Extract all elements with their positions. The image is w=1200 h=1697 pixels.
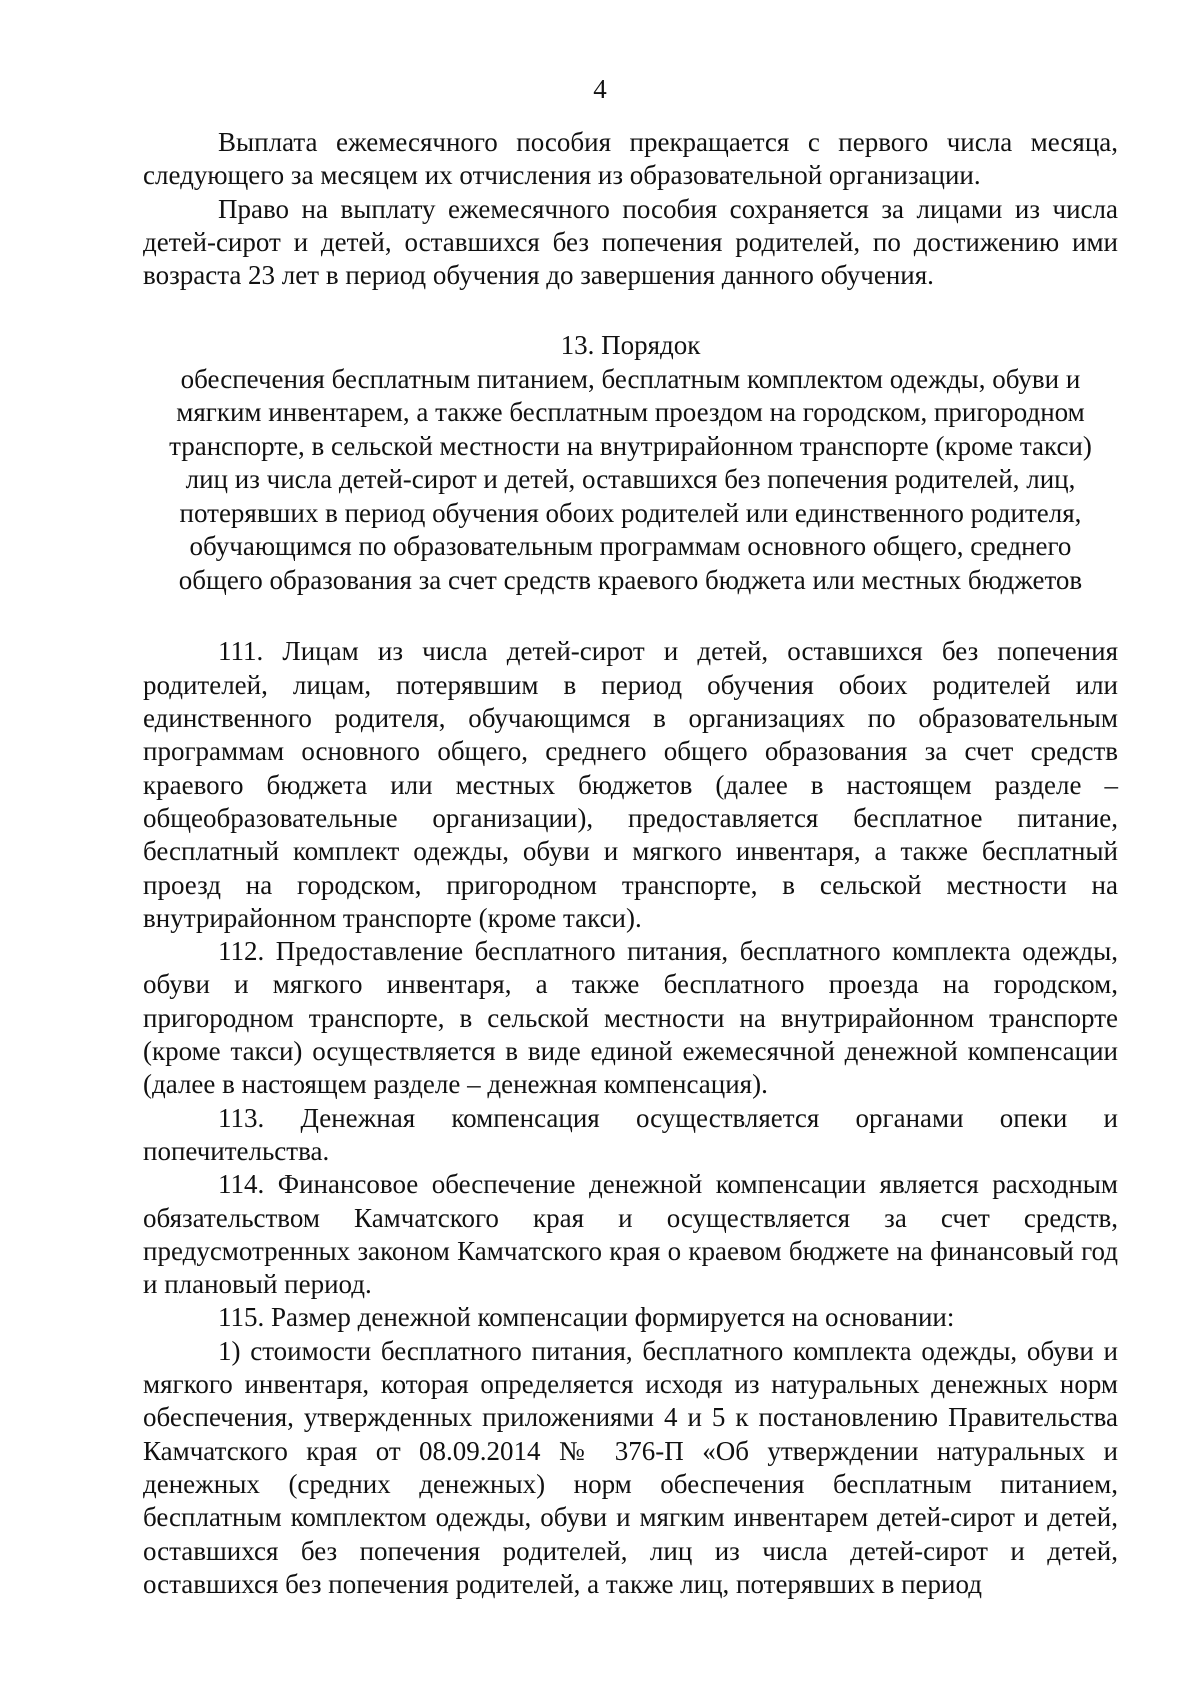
intro-paragraph: Выплата ежемесячного пособия прекращается с первого числа месяца, следующего за месяцем их отчисления из образовательной организации. [143, 127, 1118, 191]
document-body [143, 126, 1118, 1601]
clause-115: 115. Размер денежной компенсации формируется на основании: [218, 1302, 955, 1333]
section-title: 13. Порядок [560, 330, 701, 361]
clause-114: 114. Финансовое обеспечение денежной компенсации является расходным обязательством Камчатского края и осуществляется за счет средств, предусмотренных законом Камчатского края о краевом бюджете на финансовый год и плановый период. [143, 1169, 1118, 1300]
page-number: 4 [593, 74, 607, 104]
section-subtitle: обеспечения бесплатным питанием, бесплатным комплектом одежды, обуви и мягким инвентарем, а также бесплатным проездом на городском, пригородном транспорте, в сельской местности на внутрирайонном транспорте (кроме такси) лиц из числа детей-сирот и детей, оставшихся без попечения родителей, лиц, потерявших в период обучения обоих родителей или единственного родителя, обучающимся по образовательным программам основного общего, среднего общего образования за счет средств краевого бюджета или местных бюджетов [169, 363, 1092, 595]
intro-paragraph: Право на выплату ежемесячного пособия сохраняется за лицами из числа детей-сирот и детей, оставшихся без попечения родителей, по достижению ими возраста 23 лет в период обучения до завершения данного обучения. [143, 193, 1118, 291]
clause-113: 113. Денежная компенсация осуществляется органами опеки и попечительства. [143, 1102, 1118, 1166]
clause-112: 112. Предоставление бесплатного питания, бесплатного комплекта одежды, обуви и мягкого инвентаря, а также бесплатного проезда на городском, пригородном транспорте, в сельской местности на внутрирайонном транспорте (кроме такси) осуществляется в виде единой ежемесячной денежной компенсации (далее в настоящем разделе – денежная компенсация). [143, 936, 1118, 1100]
spacer [143, 292, 1118, 329]
clause-111: 111. Лицам из числа детей-сирот и детей, оставшихся без попечения родителей, лицам, потерявшим в период обучения обоих родителей или единственного родителя, обучающимся в организациях по образовательным программам основного общего, среднего общего образования за счет средств краевого бюджета или местных бюджетов (далее в настоящем разделе – общеобразовательные организации), предоставляется бесплатное питание, бесплатный комплект одежды, обуви и мягкого инвентаря, а также бесплатный проезд на городском, пригородном транспорте, в сельской местности на внутрирайонном транспорте (кроме такси). [143, 636, 1118, 933]
clause-115-item-1: 1) стоимости бесплатного питания, бесплатного комплекта одежды, обуви и мягкого инвентаря, которая определяется исходя из натуральных денежных норм обеспечения, утвержденных приложениями 4 и 5 к постановлению Правительства Камчатского края от 08.09.2014 № 376-П «Об утверждении натуральных и денежных (средних денежных) норм обеспечения бесплатным питанием, бесплатным комплектом одежды, обуви и мягким инвентарем детей-сирот и детей, оставшихся без попечения родителей, лиц из числа детей-сирот и детей, оставшихся без попечения родителей, а также лиц, потерявших в период [143, 1335, 1118, 1599]
spacer [143, 597, 1118, 635]
section-heading [143, 329, 1118, 597]
